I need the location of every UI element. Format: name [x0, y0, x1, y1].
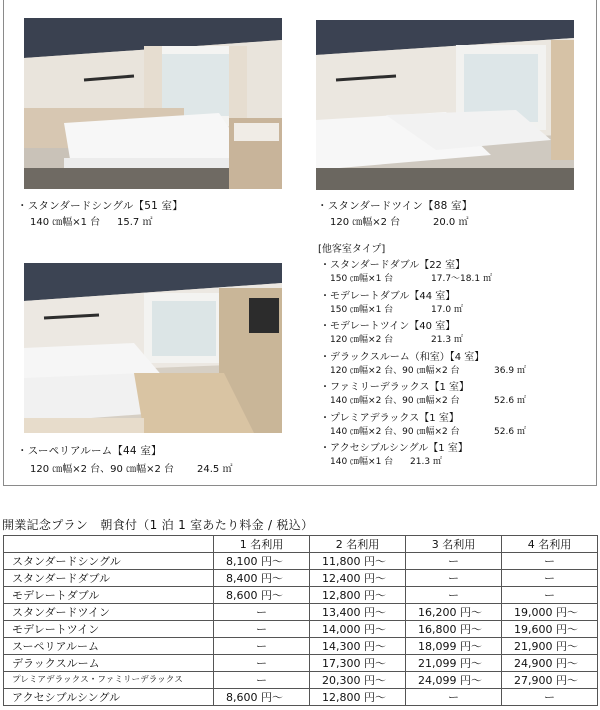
other-room-size: 52.6 ㎡	[494, 396, 526, 406]
room-name-cell: スーペリアルーム	[4, 638, 214, 655]
price-cell: 8,400 円～	[214, 570, 310, 587]
room-photo-image	[24, 18, 282, 189]
price-cell: 19,000 円～	[502, 604, 598, 621]
price-cell: 8,600 円～	[214, 587, 310, 604]
room-title-standard-single: ・スタンダードシングル【51 室】	[17, 200, 183, 212]
price-cell: 16,800 円～	[406, 621, 502, 638]
price-cell: 19,600 円～	[502, 621, 598, 638]
list-item	[320, 439, 590, 470]
other-room-size: 17.0 ㎡	[431, 304, 463, 315]
room-size: 15.7 ㎡	[117, 217, 153, 228]
price-cell: ー	[406, 689, 502, 706]
list-item	[320, 348, 590, 379]
other-room-size: 21.3 ㎡	[431, 335, 463, 345]
room-name-cell: アクセシブルシングル	[4, 689, 214, 706]
other-room-size: 52.6 ㎡	[494, 426, 526, 437]
room-title-superior-room: ・スーペリアルーム【44 室】	[17, 445, 162, 457]
room-spec-standard-twin	[330, 213, 469, 228]
price-cell: ー	[502, 570, 598, 587]
other-room-beds: 120 ㎝幅×2 台、90 ㎝幅×2 台	[330, 365, 460, 376]
room-size: 24.5 ㎡	[197, 464, 233, 475]
price-cell: 17,300 円～	[310, 655, 406, 672]
price-cell: 12,400 円～	[310, 570, 406, 587]
price-cell: 24,900 円～	[502, 655, 598, 672]
price-cell: 21,099 円～	[406, 655, 502, 672]
price-cell: ー	[406, 570, 502, 587]
other-room-beds: 150 ㎝幅×1 台	[330, 304, 394, 315]
room-info-panel	[3, 0, 597, 486]
price-cell: 12,800 円～	[310, 689, 406, 706]
price-table	[3, 535, 598, 706]
price-cell: 18,099 円～	[406, 638, 502, 655]
other-room-name: ・プレミアデラックス【1 室】	[320, 412, 459, 424]
price-cell: 21,900 円～	[502, 638, 598, 655]
list-item	[320, 378, 590, 409]
room-beds: 140 ㎝幅×1 台	[30, 217, 101, 228]
table-header-2-persons: 2 名利用	[310, 536, 406, 553]
room-size: 20.0 ㎡	[433, 217, 469, 228]
table-row	[4, 638, 598, 655]
other-room-size: 17.7～18.1 ㎡	[431, 274, 492, 284]
other-room-size: 36.9 ㎡	[494, 365, 526, 376]
price-cell: ー	[214, 621, 310, 638]
room-name-cell: プレミアデラックス・ファミリーデラックス	[4, 672, 214, 689]
room-photo-image	[24, 263, 282, 433]
other-room-name: ・アクセシブルシングル【1 室】	[320, 443, 468, 454]
other-room-size: 21.3 ㎡	[410, 457, 442, 467]
list-item	[320, 287, 590, 318]
photo-superior-room	[24, 263, 282, 433]
table-row	[4, 689, 598, 706]
price-cell: ー	[502, 587, 598, 604]
price-cell: ー	[502, 689, 598, 706]
price-cell: 16,200 円～	[406, 604, 502, 621]
room-name-cell: モデレートダブル	[4, 587, 214, 604]
room-title-standard-twin: ・スタンダードツイン【88 室】	[317, 200, 473, 212]
plan-title: 開業記念プラン 朝食付（1 泊 1 室あたり料金 / 税込）	[2, 518, 314, 532]
other-room-beds: 140 ㎝幅×1 台	[330, 457, 394, 467]
other-room-name: ・モデレートツイン【40 室】	[320, 321, 456, 332]
price-cell: 8,100 円～	[214, 553, 310, 570]
room-spec-standard-single	[30, 213, 153, 228]
price-cell: 27,900 円～	[502, 672, 598, 689]
price-cell: ー	[214, 638, 310, 655]
other-room-name: ・モデレートダブル【44 室】	[320, 290, 456, 302]
price-cell: 24,099 円～	[406, 672, 502, 689]
price-cell: 11,800 円～	[310, 553, 406, 570]
room-name-cell: スタンダードツイン	[4, 604, 214, 621]
room-name-cell: デラックスルーム	[4, 655, 214, 672]
price-cell: ー	[502, 553, 598, 570]
list-item	[320, 256, 590, 287]
room-spec-superior-room	[30, 460, 233, 475]
price-cell: ー	[406, 587, 502, 604]
table-row	[4, 570, 598, 587]
table-header-empty	[4, 536, 214, 553]
photo-standard-twin	[316, 20, 574, 190]
table-row	[4, 587, 598, 604]
price-cell: ー	[214, 672, 310, 689]
price-cell: ー	[214, 655, 310, 672]
list-item	[320, 409, 590, 440]
table-header-3-persons: 3 名利用	[406, 536, 502, 553]
room-name-cell: モデレートツイン	[4, 621, 214, 638]
other-room-types-heading: [他客室タイプ]	[318, 244, 386, 255]
other-room-name: ・デラックスルーム（和室）【4 室】	[320, 351, 485, 363]
table-row	[4, 655, 598, 672]
price-cell: 12,800 円～	[310, 587, 406, 604]
table-header-row	[4, 536, 598, 553]
table-row	[4, 672, 598, 689]
list-item	[320, 317, 590, 348]
room-beds: 120 ㎝幅×2 台	[330, 217, 401, 228]
table-header-4-persons: 4 名利用	[502, 536, 598, 553]
room-name-cell: スタンダードダブル	[4, 570, 214, 587]
other-room-beds: 120 ㎝幅×2 台	[330, 335, 394, 345]
price-cell: ー	[214, 604, 310, 621]
other-room-name: ・スタンダードダブル【22 室】	[320, 260, 466, 271]
other-room-name: ・ファミリーデラックス【1 室】	[320, 382, 470, 393]
photo-standard-single	[24, 18, 282, 189]
room-photo-image	[316, 20, 574, 190]
other-room-beds: 150 ㎝幅×1 台	[330, 274, 394, 284]
price-cell: ー	[406, 553, 502, 570]
table-header-1-person: 1 名利用	[214, 536, 310, 553]
price-cell: 14,300 円～	[310, 638, 406, 655]
room-beds: 120 ㎝幅×2 台、90 ㎝幅×2 台	[30, 464, 175, 475]
table-row	[4, 621, 598, 638]
other-room-types-list	[320, 256, 590, 470]
other-room-beds: 140 ㎝幅×2 台、90 ㎝幅×2 台	[330, 426, 460, 437]
price-cell: 13,400 円～	[310, 604, 406, 621]
price-cell: 8,600 円～	[214, 689, 310, 706]
price-cell: 14,000 円～	[310, 621, 406, 638]
table-row	[4, 604, 598, 621]
table-row	[4, 553, 598, 570]
room-name-cell: スタンダードシングル	[4, 553, 214, 570]
price-cell: 20,300 円～	[310, 672, 406, 689]
other-room-beds: 140 ㎝幅×2 台、90 ㎝幅×2 台	[330, 396, 460, 406]
